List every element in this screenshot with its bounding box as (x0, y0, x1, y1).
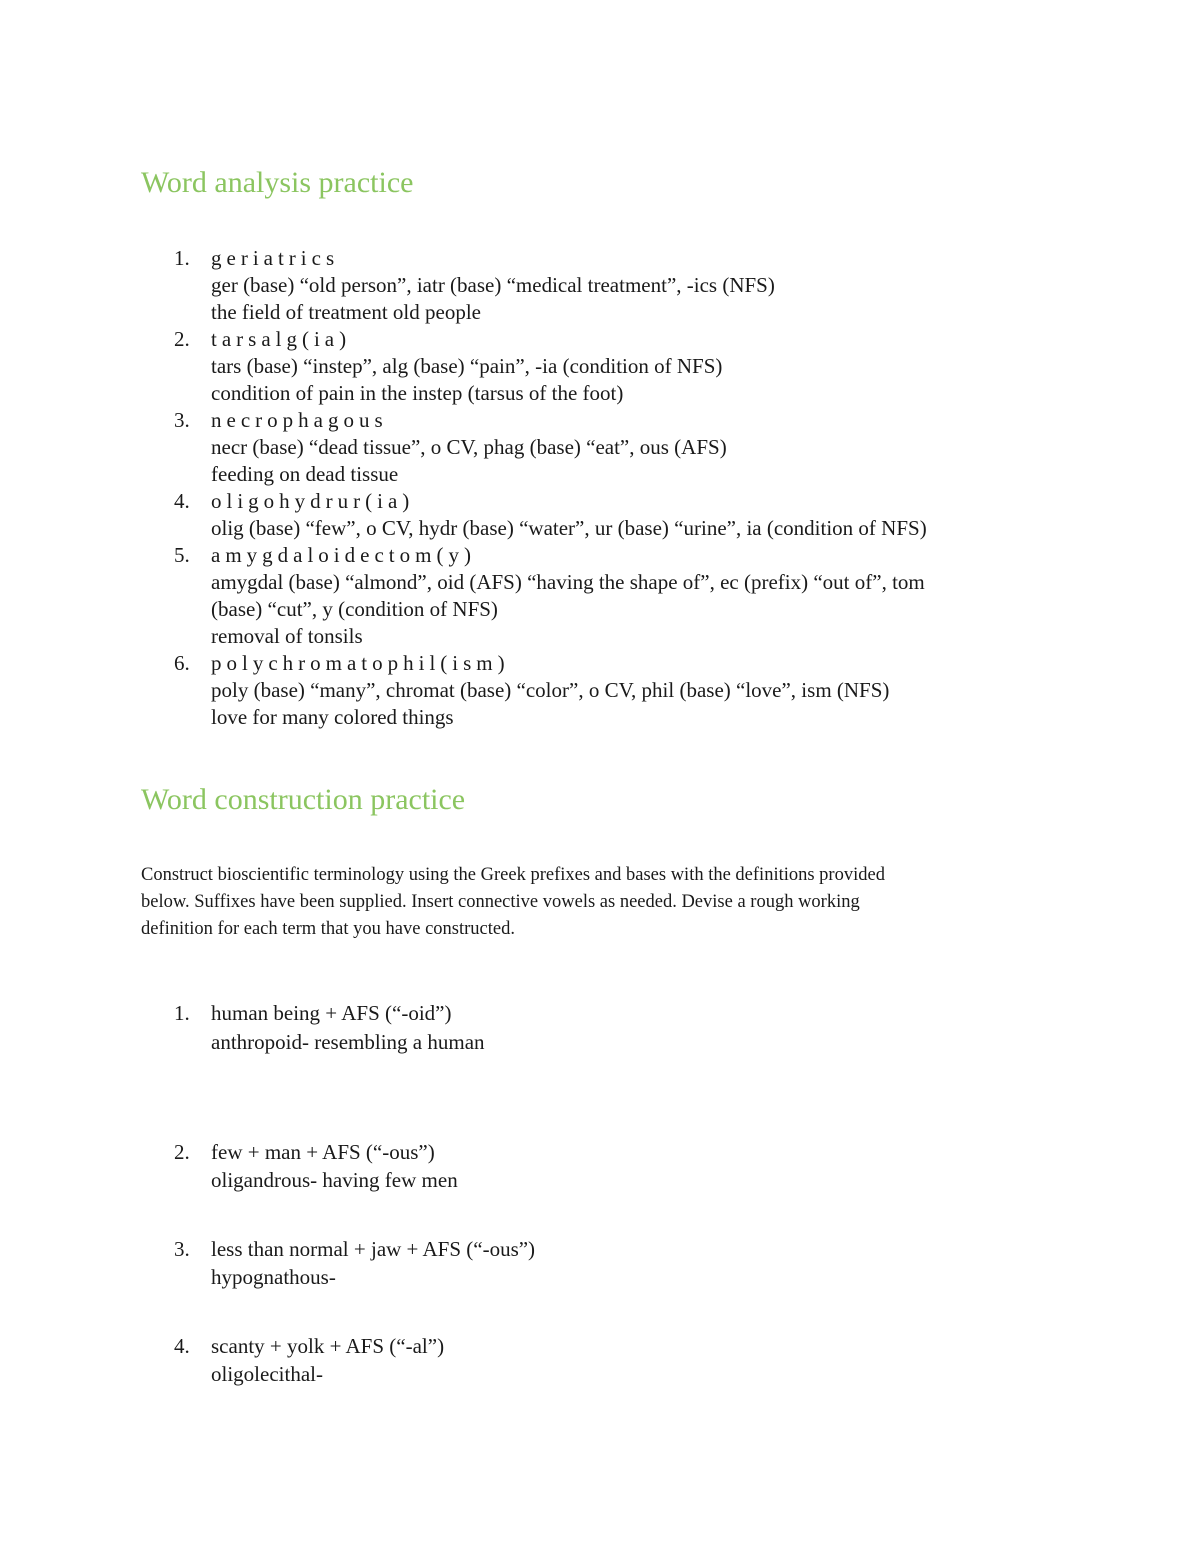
item-number: 4. (174, 489, 190, 513)
section-heading-word-analysis: Word analysis practice (141, 166, 414, 199)
construction-prompt: few + man + AFS (“-ous”) (211, 1140, 435, 1164)
analysis-breakdown: necr (base) “dead tissue”, o CV, phag (base) “eat”, ous (AFS) (211, 435, 727, 459)
section-heading-word-construction: Word construction practice (141, 783, 466, 816)
item-number: 1. (174, 1001, 190, 1025)
item-number: 2. (174, 327, 190, 351)
item-number: 5. (174, 543, 190, 567)
analysis-word: oligohydrur(ia) (211, 489, 415, 513)
item-number: 1. (174, 246, 190, 270)
analysis-breakdown: olig (base) “few”, o CV, hydr (base) “water”, ur (base) “urine”, ia (condition of NFS) (211, 516, 927, 540)
analysis-breakdown: poly (base) “many”, chromat (base) “color”, o CV, phil (base) “love”, ism (NFS) (211, 678, 890, 702)
construction-prompt: human being + AFS (“-oid”) (211, 1001, 452, 1025)
construction-answer: hypognathous- (211, 1265, 336, 1289)
analysis-definition: feeding on dead tissue (211, 462, 399, 486)
analysis-breakdown: tars (base) “instep”, alg (base) “pain”, -ia (condition of NFS) (211, 354, 723, 378)
item-number: 4. (174, 1334, 190, 1358)
analysis-word: tarsalg(ia) (211, 327, 352, 351)
construction-answer: oligandrous- having few men (211, 1168, 458, 1192)
analysis-definition: removal of tonsils (211, 624, 363, 648)
analysis-breakdown: amygdal (base) “almond”, oid (AFS) “having the shape of”, ec (prefix) “out of”, tom (211, 570, 925, 594)
item-number: 3. (174, 1237, 190, 1261)
analysis-definition: love for many colored things (211, 705, 454, 729)
instructions-paragraph (141, 862, 1021, 943)
analysis-word: geriatrics (211, 246, 340, 270)
analysis-breakdown-continued: (base) “cut”, y (condition of NFS) (211, 597, 498, 621)
analysis-word: polychromatophil(ism) (211, 651, 510, 675)
instructions-line: definition for each term that you have constructed. (141, 919, 515, 939)
item-number: 2. (174, 1140, 190, 1164)
construction-prompt: scanty + yolk + AFS (“-al”) (211, 1334, 445, 1358)
analysis-breakdown: ger (base) “old person”, iatr (base) “medical treatment”, -ics (NFS) (211, 273, 775, 297)
construction-answer: oligolecithal- (211, 1362, 323, 1386)
instructions-line: Construct bioscientific terminology using the Greek prefixes and bases with the definitions provided (141, 865, 885, 885)
analysis-word: necrophagous (211, 408, 388, 432)
construction-answer: anthropoid- resembling a human (211, 1030, 485, 1054)
analysis-word: amygdaloidectom(y) (211, 543, 476, 567)
item-number: 6. (174, 651, 190, 675)
instructions-line: below. Suffixes have been supplied. Insert connective vowels as needed. Devise a rough working (141, 892, 860, 912)
analysis-definition: condition of pain in the instep (tarsus of the foot) (211, 381, 624, 405)
construction-prompt: less than normal + jaw + AFS (“-ous”) (211, 1237, 536, 1261)
item-number: 3. (174, 408, 190, 432)
analysis-definition: the field of treatment old people (211, 300, 481, 324)
